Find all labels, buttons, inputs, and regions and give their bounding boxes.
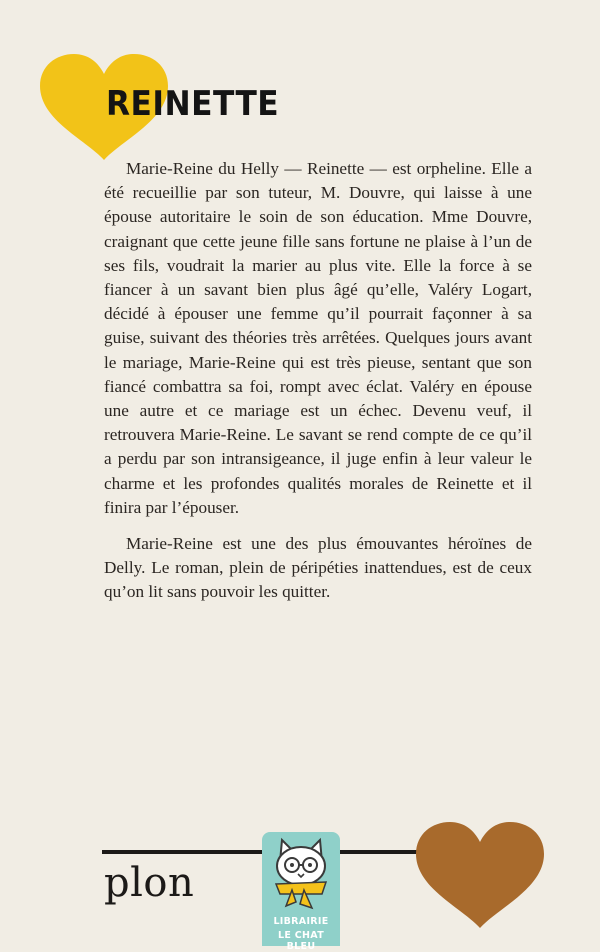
brown-heart-icon (413, 820, 547, 930)
bookshop-badge (262, 832, 340, 952)
blurb-paragraph-1: Marie-Reine du Helly — Reinette — est orpheline. Elle a été recueillie par son tuteur, M. Douvre, qui laisse à une épouse autoritaire le soin de son éducation. Mme Douvre, craignant que cette jeune fille sans fortune ne plaise à l’un de ses fils, voudrait la marier au plus vite. Elle la force à se fiancer à un savant bien plus âgé qu’elle, Valéry Logart, décidé à épouser une femme qu’il pourrait façonner à sa guise, suivant des théories très arrêtées. Quelques jours avant le mariage, Marie-Reine qui est très pieuse, sentant que son fiancé combattra sa foi, rompt avec éclat. Valéry en épouse une autre et ce mariage est un échec. Devenu veuf, il retrouvera Marie-Reine. Le savant se rend compte de ce qu’il a perdu par son intransigeance, il juge enfin à leur valeur le charme et les profondes qualités morales de Reinette et il finira par l’épouser. (104, 159, 532, 517)
badge-line-2: LE CHAT BLEU (278, 930, 324, 952)
blurb-paragraph-2: Marie-Reine est une des plus émouvantes héroïnes de Delly. Le roman, plein de péripéties inattendues, est de ceux qu’on lit sans pouvoir les quitter. (104, 534, 532, 602)
blurb (104, 157, 532, 605)
badge-line-1: LIBRAIRIE (273, 916, 329, 927)
book-title: REINETTE (106, 84, 280, 124)
cat-icon (262, 832, 340, 912)
publisher-logo: plon (104, 860, 195, 906)
